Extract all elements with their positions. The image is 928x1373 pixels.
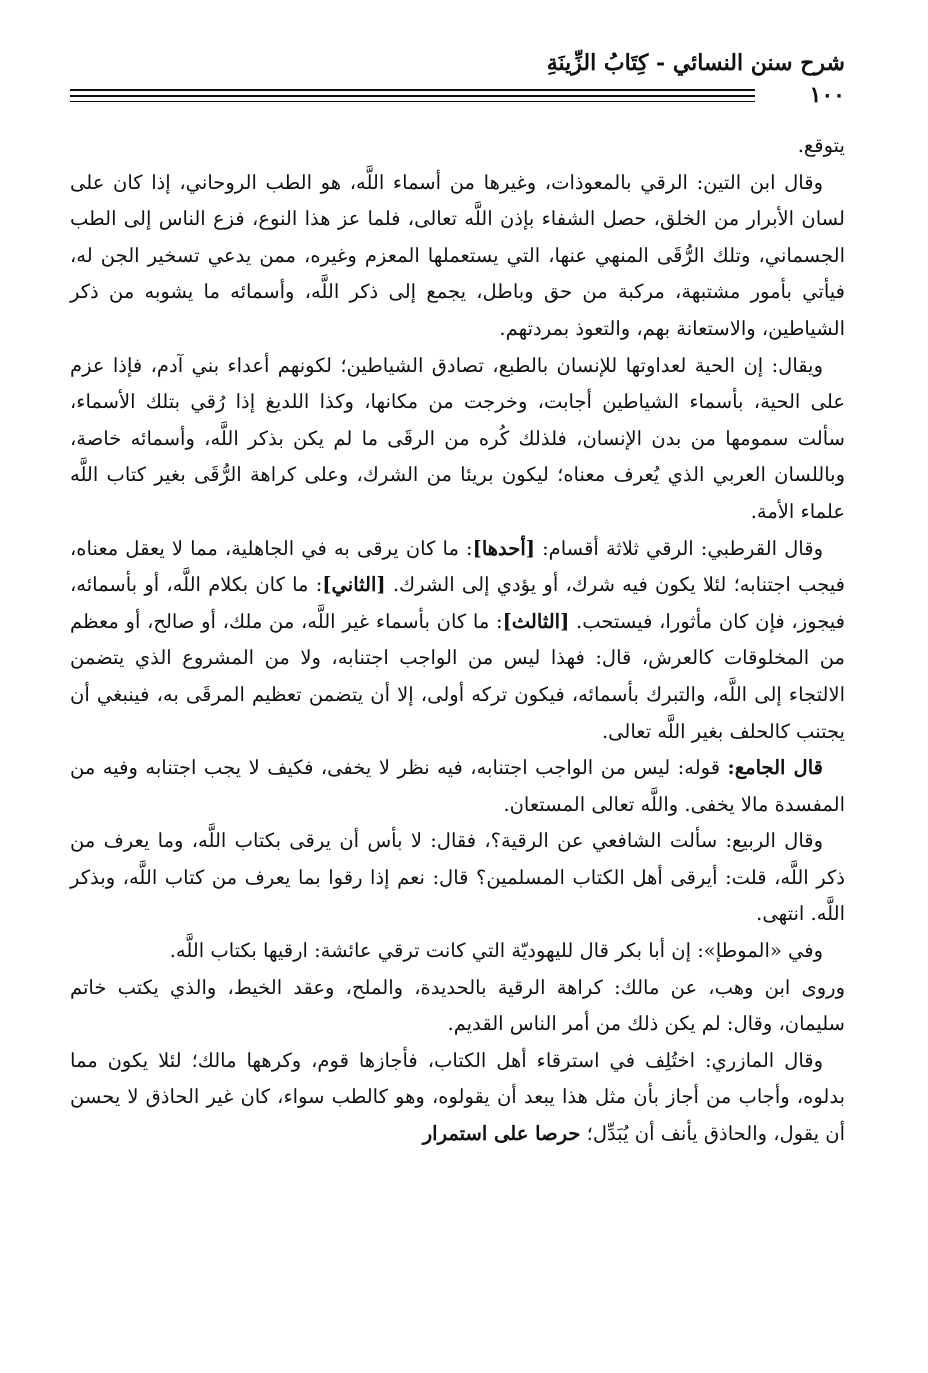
text-run: : ما كان بكلام اللَّه، أو بأسمائه، فيجوز، فإن كان مأثورا، فيستحب. <box>70 573 845 633</box>
paragraph: وقال الربيع: سألت الشافعي عن الرقية؟، فقال: لا بأس أن يرقى بكتاب اللَّه، وما يعرف من ذكر اللَّه، قلت: أيرقى أهل الكتاب المسلمين؟ قال: نعم إذا رقوا بما يعرف من كتاب اللَّه، وبذكر اللَّه. انتهى. <box>70 829 845 926</box>
text-run: وقال القرطبي: الرقي ثلاثة أقسام: <box>534 536 823 560</box>
paragraph: وفي «الموطإ»: إن أبا بكر قال لليهوديّة التي كانت ترقي عائشة: ارقيها بكتاب اللَّه. <box>169 939 823 963</box>
text-run: : ما كان بأسماء غير اللَّه، من ملك، أو صالح، أو معظم من المخلوقات كالعرش، قال: فهذا ليس من الواجب اجتنابه، ولا من المشروع الذي يتضمن الالتجاء إلى اللَّه، والتبرك بأسمائه، فيكون تركه أولى، إلا أن يتضمن تعظيم المرقَى به، فينبغي أن يجتنب كالحلف بغير اللَّه تعالى. <box>70 609 845 743</box>
paragraph: ويقال: إن الحية لعداوتها للإنسان بالطبع، تصادق الشياطين؛ لكونهم أعداء بني آدم، فإذا عزم على الحية، بأسماء الشياطين أجابت، وخرجت من مكانها، وكذا اللديغ إذا رُقي بتلك الأسماء، سألت سمومها من بدن الإنسان، فلذلك كُره من الرقَى ما لم يكن بذكر اللَّه، وأسمائه خاصة، وباللسان العربي الذي يُعرف معناه؛ ليكون بريئا من الشرك، وعلى كراهة الرُّقَى بغير كتاب اللَّه علماء الأمة. <box>70 353 845 523</box>
section-marker: [الثالث] <box>502 609 570 633</box>
paragraph <box>70 1043 845 1153</box>
running-title: شرح سنن النسائي - كِتَابُ الزِّينَةِ <box>546 50 845 76</box>
header-rule <box>70 89 755 91</box>
text-run: قوله: ليس من الواجب اجتنابه، فيه نظر لا يخفى، فكيف لا يجب اجتنابه وفيه من المفسدة مالا يخفى. واللَّه تعالى المستعان. <box>70 756 845 816</box>
paragraph: وروى ابن وهب، عن مالك: كراهة الرقية بالحديدة، والملح، وعقد الخيط، والذي يكتب خاتم سليمان، وقال: لم يكن ذلك من أمر الناس القديم. <box>70 975 845 1036</box>
paragraph <box>70 531 845 751</box>
section-marker: [أحدها] <box>472 536 535 560</box>
header-rule <box>70 101 755 102</box>
author-comment-label: قال الجامع: <box>727 756 823 780</box>
paragraph <box>70 750 845 823</box>
text-run: : ما كان يرقى به في الجاهلية، مما لا يعقل معناه، فيجب اجتنابه؛ لئلا يكون فيه شرك، أو يؤدي إلى الشرك. <box>70 536 845 597</box>
text-run-bold: حرصا على استمرار <box>422 1122 581 1146</box>
page-number: ١٠٠ <box>809 82 845 108</box>
paragraph: وقال ابن التين: الرقي بالمعوذات، وغيرها من أسماء اللَّه، هو الطب الروحاني، إذا كان على لسان الأبرار من الخلق، حصل الشفاء بإذن اللَّه تعالى، فلما عز هذا النوع، فزع الناس إلى الطب الجسماني، وتلك الرُّقَى المنهي عنها، التي يستعملها المعزم وغيره، ممن يدعي تسخير الجن له، فيأتي بأمور مشتبهة، مركبة من حق وباطل، يجمع إلى ذكر اللَّه، وأسمائه ما يشوبه من ذكر الشياطين، والاستعانة بهم، والتعوذ بمردتهم. <box>70 170 845 340</box>
text-run: وقال المازري: اختُلِف في استرقاء أهل الكتاب، فأجازها قوم، وكرهها مالك؛ لئلا يكون مما بدلوه، وأجاب من أجاز بأن مثل هذا يبعد أن يقولوه، وهو كالطب سواء، كان غير الحاذق لا يحسن أن يقول، والحاذق يأنف أن يُبَدِّل؛ <box>70 1048 845 1146</box>
header-rule <box>70 95 755 97</box>
body-text <box>70 128 845 1153</box>
paragraph: يتوقع. <box>797 134 845 157</box>
section-marker: [الثاني] <box>322 573 386 597</box>
page-header <box>70 50 845 106</box>
